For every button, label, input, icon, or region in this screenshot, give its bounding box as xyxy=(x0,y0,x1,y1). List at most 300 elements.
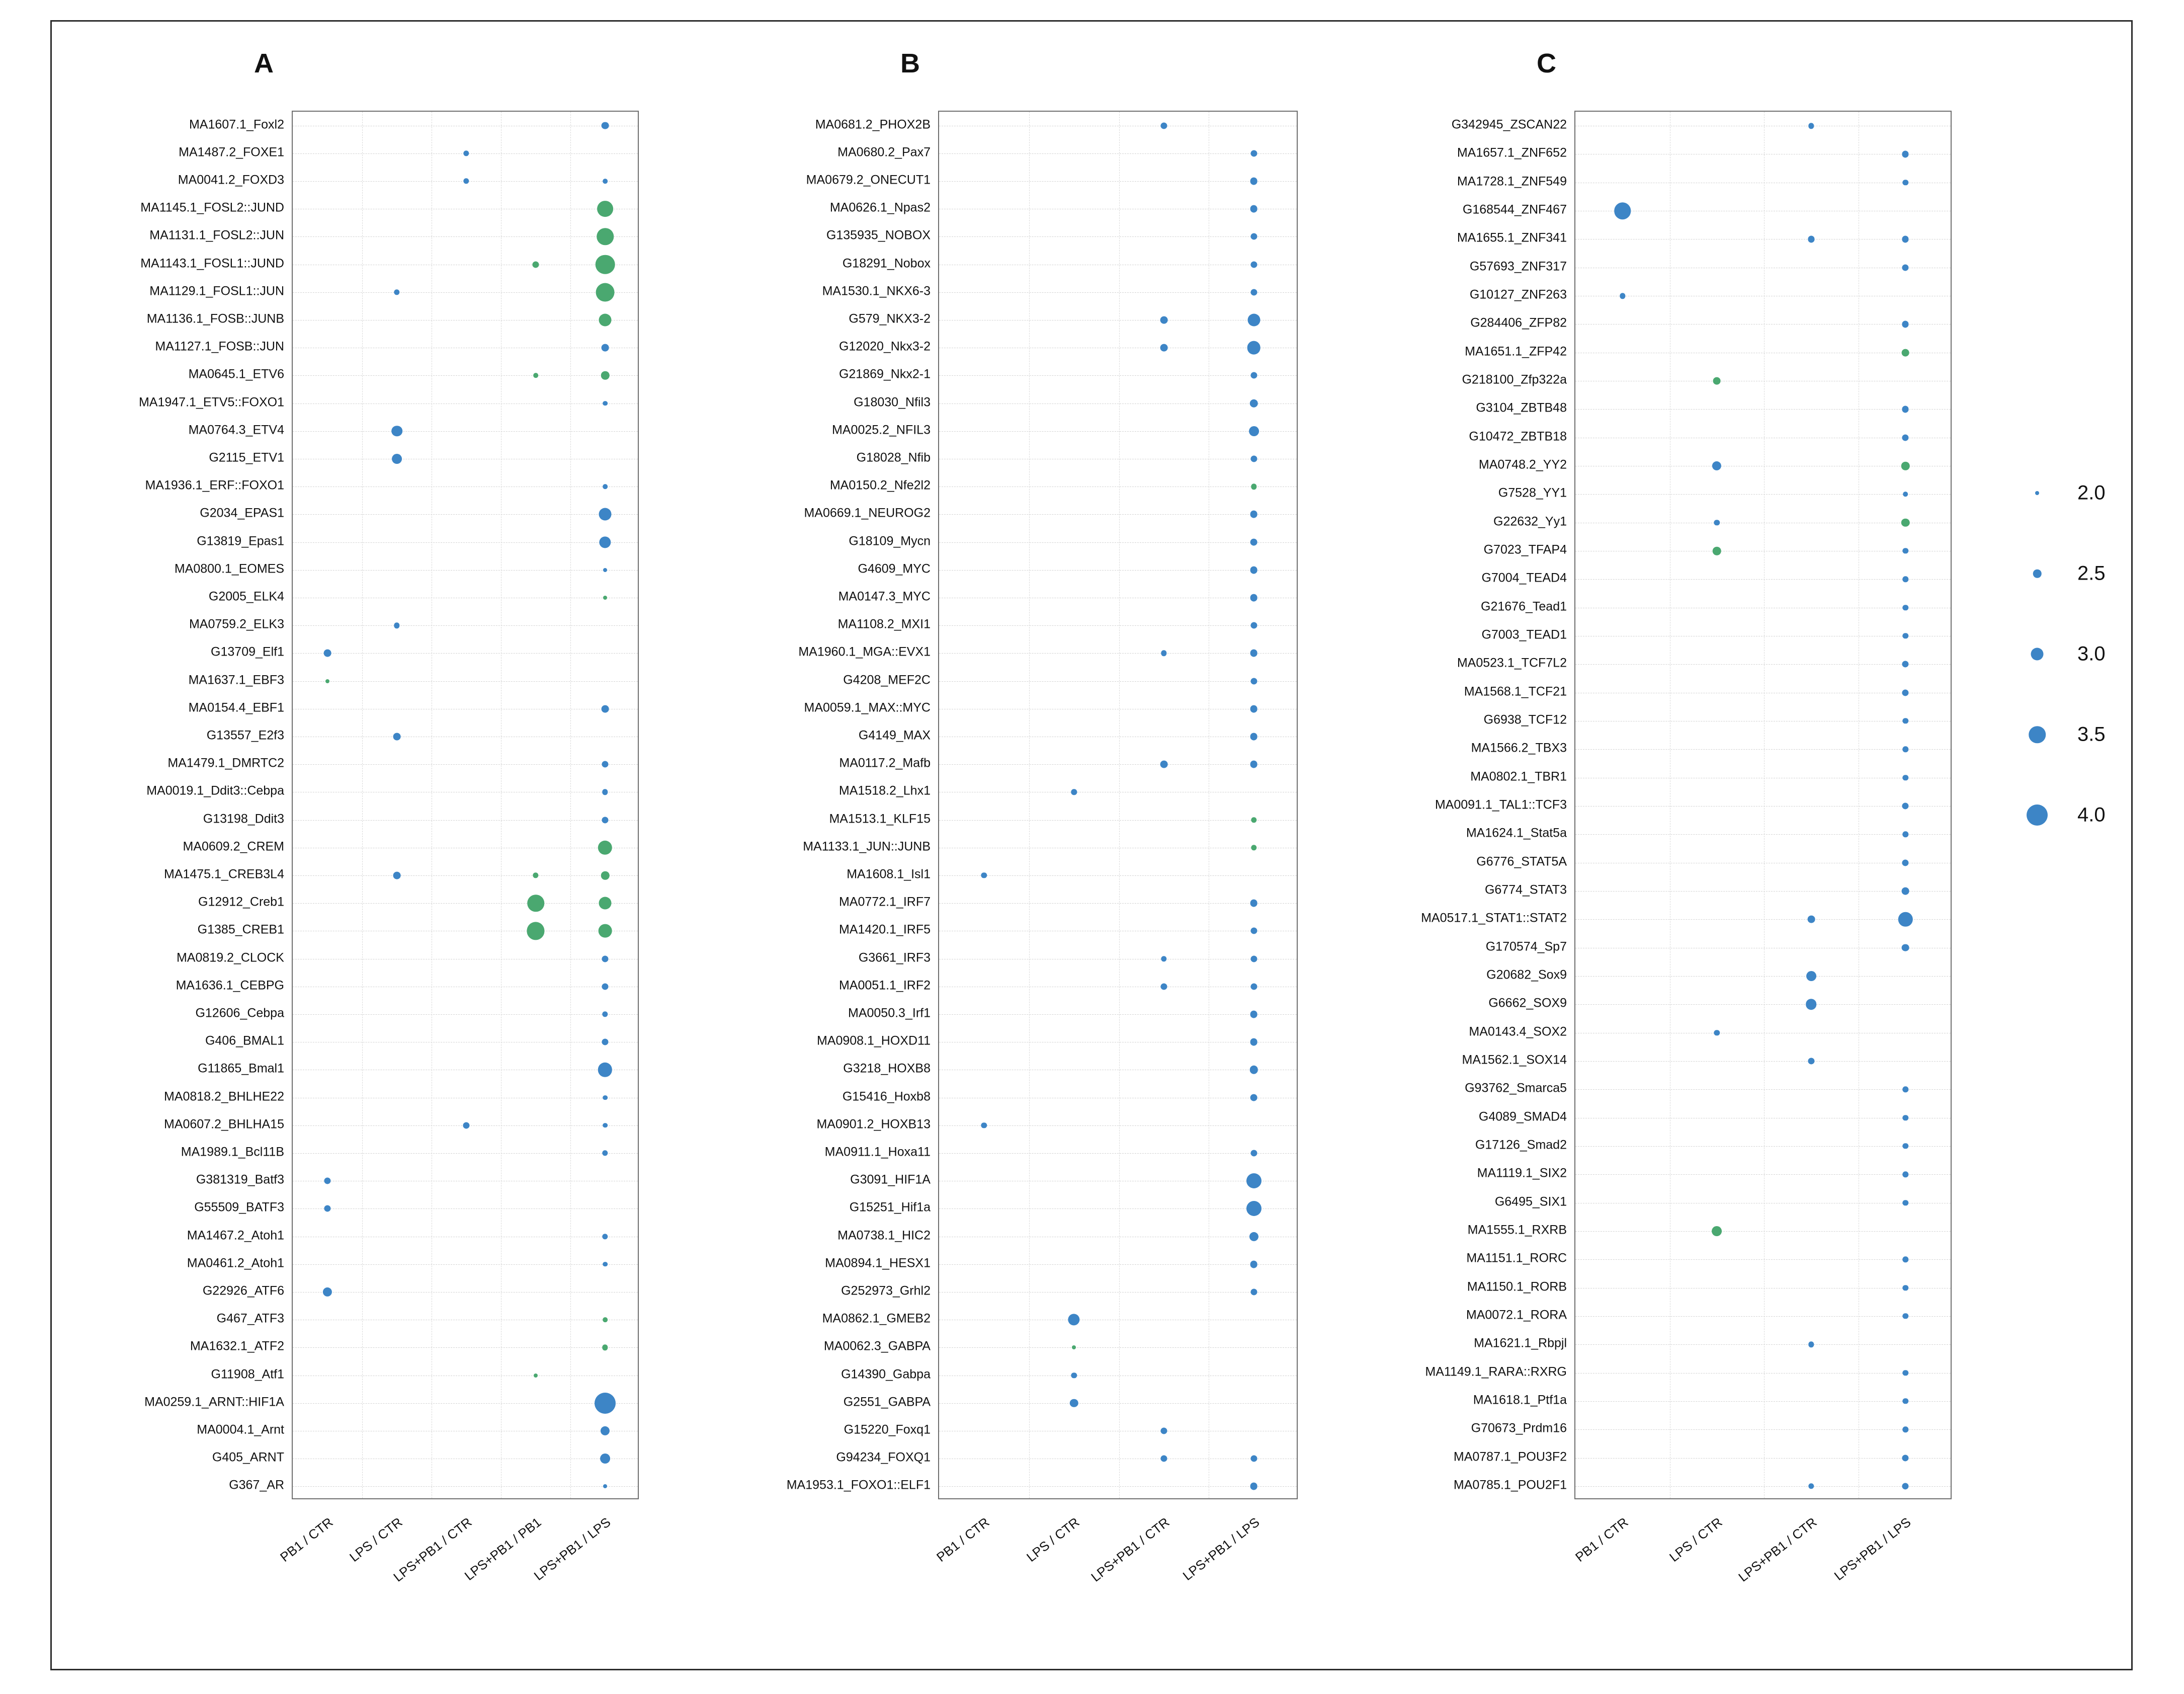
row-label: MA1651.1_ZFP42 xyxy=(1465,344,1567,359)
data-point xyxy=(1902,859,1909,866)
data-point xyxy=(1902,349,1909,356)
data-point xyxy=(1903,832,1908,837)
row-label: MA0626.1_Npas2 xyxy=(829,200,931,215)
grid-line xyxy=(939,375,1297,376)
grid-line xyxy=(1575,1429,1951,1430)
row-label: G18030_Nfil3 xyxy=(854,395,931,410)
grid-line-vertical xyxy=(1764,112,1765,1498)
data-point xyxy=(1712,1226,1722,1236)
data-point xyxy=(981,872,987,878)
row-label: G13709_Elf1 xyxy=(211,644,284,659)
row-label: G12606_Cebpa xyxy=(195,1006,284,1020)
data-point xyxy=(1251,817,1256,823)
data-point xyxy=(598,841,612,855)
row-label: MA1608.1_Isl1 xyxy=(847,867,931,881)
row-label: G6774_STAT3 xyxy=(1484,882,1567,897)
data-point xyxy=(1250,622,1257,629)
data-point xyxy=(1902,434,1909,441)
grid-line xyxy=(1575,834,1951,835)
grid-line xyxy=(939,653,1297,654)
grid-line xyxy=(1575,1146,1951,1147)
data-point xyxy=(601,871,610,880)
row-label: MA1143.1_FOSL1::JUND xyxy=(140,256,284,271)
data-point xyxy=(599,924,612,938)
row-label: G11865_Bmal1 xyxy=(198,1061,284,1076)
plot-area-A xyxy=(292,111,639,1499)
data-point xyxy=(1160,983,1167,990)
row-label: G405_ARNT xyxy=(212,1450,284,1465)
row-label: G13198_Ddit3 xyxy=(203,812,284,826)
grid-line xyxy=(293,375,638,376)
row-label: G57693_ZNF317 xyxy=(1469,259,1567,274)
grid-line xyxy=(939,514,1297,515)
row-label: G14390_Gabpa xyxy=(841,1367,931,1382)
data-point xyxy=(601,1426,610,1435)
data-point xyxy=(1250,178,1257,185)
data-point xyxy=(1903,1426,1908,1432)
data-point xyxy=(1247,314,1260,327)
x-axis-label: LPS / CTR xyxy=(1666,1514,1725,1565)
row-label: G2034_EPAS1 xyxy=(200,506,284,520)
row-label: MA0004.1_Arnt xyxy=(197,1422,284,1437)
row-label: G3091_HIF1A xyxy=(850,1172,931,1187)
grid-line xyxy=(1575,919,1951,920)
grid-line xyxy=(293,820,638,821)
data-point xyxy=(1901,462,1910,470)
row-label: MA1621.1_Rbpjl xyxy=(1474,1336,1567,1350)
grid-line xyxy=(939,181,1297,182)
grid-line xyxy=(939,1292,1297,1293)
row-label: G15251_Hif1a xyxy=(849,1200,931,1215)
plot-area-B xyxy=(938,111,1298,1499)
data-point xyxy=(597,228,614,246)
row-label: MA0147.3_MYC xyxy=(838,589,931,604)
row-label: G21676_Tead1 xyxy=(1481,599,1567,614)
grid-line-vertical xyxy=(362,112,363,1498)
data-point xyxy=(1250,1011,1257,1018)
row-label: MA0050.3_Irf1 xyxy=(848,1006,931,1020)
legend-label: 2.5 xyxy=(2077,562,2106,585)
row-label: G6776_STAT5A xyxy=(1476,854,1567,869)
grid-line xyxy=(293,1264,638,1265)
row-label: MA0748.2_YY2 xyxy=(1478,457,1567,472)
x-axis-label: LPS+PB1 / LPS xyxy=(531,1514,614,1584)
data-point xyxy=(1161,956,1166,961)
data-point xyxy=(1903,1115,1908,1120)
data-point xyxy=(1250,150,1257,156)
row-label: MA0800.1_EOMES xyxy=(174,561,284,576)
grid-line xyxy=(1575,409,1951,410)
data-point xyxy=(1808,1342,1814,1347)
row-label: MA0025.2_NFIL3 xyxy=(832,423,931,437)
data-point xyxy=(602,1150,608,1156)
data-point xyxy=(1712,461,1721,470)
row-label: MA1655.1_ZNF341 xyxy=(1457,230,1567,245)
data-point xyxy=(1247,341,1261,355)
data-point xyxy=(599,536,611,548)
data-point xyxy=(602,705,609,712)
grid-line xyxy=(1575,494,1951,495)
data-point xyxy=(1071,1373,1076,1378)
data-point xyxy=(597,201,613,217)
data-point xyxy=(1903,633,1908,638)
data-point xyxy=(601,371,610,380)
grid-line xyxy=(1575,1401,1951,1402)
row-label: MA1119.1_SIX2 xyxy=(1477,1166,1567,1180)
row-label: MA1513.1_KLF15 xyxy=(829,812,931,826)
grid-line xyxy=(1575,891,1951,892)
row-label: MA1618.1_Ptf1a xyxy=(1473,1393,1567,1407)
grid-line xyxy=(1575,664,1951,665)
data-point xyxy=(1250,705,1257,712)
grid-line xyxy=(293,1403,638,1404)
row-label: G12912_Creb1 xyxy=(198,895,284,909)
data-point xyxy=(1898,912,1912,926)
grid-line xyxy=(939,681,1297,682)
grid-line xyxy=(293,1014,638,1015)
row-label: MA1624.1_Stat5a xyxy=(1466,826,1567,840)
data-point xyxy=(463,1122,469,1128)
row-label: G12020_Nkx3-2 xyxy=(838,339,931,354)
grid-line xyxy=(1575,1231,1951,1232)
row-label: MA0679.2_ONECUT1 xyxy=(806,173,931,187)
row-label: G4609_MYC xyxy=(858,561,931,576)
grid-line xyxy=(293,1153,638,1154)
row-label: G381319_Batf3 xyxy=(196,1172,284,1187)
row-label: MA0908.1_HOXD11 xyxy=(816,1033,931,1048)
row-label: MA0072.1_RORA xyxy=(1466,1308,1567,1322)
grid-line xyxy=(293,1347,638,1348)
row-label: MA0862.1_GMEB2 xyxy=(822,1311,931,1326)
data-point xyxy=(1250,1260,1257,1268)
grid-line xyxy=(293,653,638,654)
row-label: G18028_Nfib xyxy=(856,450,931,465)
data-point xyxy=(603,179,608,184)
data-point xyxy=(1250,1483,1257,1490)
data-point xyxy=(1808,1058,1814,1064)
row-label: MA1989.1_Bcl11B xyxy=(181,1145,284,1159)
row-label: MA0461.2_Atoh1 xyxy=(187,1256,284,1270)
row-label: G135935_NOBOX xyxy=(826,228,931,243)
data-point xyxy=(1250,455,1257,462)
data-point xyxy=(1614,202,1631,219)
data-point xyxy=(1250,566,1257,574)
grid-line xyxy=(939,1264,1297,1265)
row-label: G7003_TEAD1 xyxy=(1481,627,1567,642)
data-point xyxy=(1902,689,1909,696)
grid-line xyxy=(293,903,638,904)
data-point xyxy=(1071,789,1076,795)
data-point xyxy=(602,344,609,352)
data-point xyxy=(1902,236,1909,243)
legend-label: 3.0 xyxy=(2077,642,2106,665)
row-label: MA1947.1_ETV5::FOXO1 xyxy=(138,395,284,410)
row-label: MA1607.1_Foxl2 xyxy=(189,117,284,132)
row-label: G4089_SMAD4 xyxy=(1478,1109,1567,1124)
row-label: MA0523.1_TCF7L2 xyxy=(1457,656,1567,670)
data-point xyxy=(1903,1200,1908,1205)
grid-line xyxy=(293,236,638,237)
row-label: G4208_MEF2C xyxy=(843,673,931,687)
row-label: G94234_FOXQ1 xyxy=(836,1450,931,1465)
row-label: G13819_Epas1 xyxy=(197,534,284,548)
data-point xyxy=(1249,426,1259,436)
data-point xyxy=(1250,261,1257,268)
row-label: MA1936.1_ERF::FOXO1 xyxy=(145,478,284,493)
data-point xyxy=(595,1393,616,1414)
row-label: MA1475.1_CREB3L4 xyxy=(163,867,284,881)
row-label: G3218_HOXB8 xyxy=(843,1061,931,1076)
row-label: MA0019.1_Ddit3::Cebpa xyxy=(146,783,284,798)
row-label: MA1953.1_FOXO1::ELF1 xyxy=(786,1478,931,1492)
grid-line xyxy=(293,875,638,876)
row-label: MA1960.1_MGA::EVX1 xyxy=(798,644,931,659)
row-label: MA1518.2_Lhx1 xyxy=(838,783,931,798)
grid-line xyxy=(939,570,1297,571)
grid-line-vertical xyxy=(1029,112,1030,1498)
row-label: G2115_ETV1 xyxy=(209,450,284,465)
data-point xyxy=(1250,538,1257,546)
row-label: MA0645.1_ETV6 xyxy=(188,367,284,381)
data-point xyxy=(527,922,544,940)
grid-line xyxy=(1575,1486,1951,1487)
x-axis-label: LPS+PB1 / CTR xyxy=(1088,1514,1172,1585)
data-point xyxy=(1902,888,1909,895)
grid-line xyxy=(1575,1316,1951,1317)
data-point xyxy=(1903,577,1908,582)
grid-line xyxy=(939,625,1297,626)
grid-line xyxy=(293,1486,638,1487)
grid-line xyxy=(1575,1344,1951,1345)
row-label: G18291_Nobox xyxy=(842,256,931,271)
x-axis-label: LPS / CTR xyxy=(347,1514,405,1565)
row-label: G6938_TCF12 xyxy=(1483,712,1567,727)
row-label: G467_ATF3 xyxy=(216,1311,284,1326)
data-point xyxy=(1160,1456,1167,1462)
grid-line xyxy=(939,1347,1297,1348)
row-label: MA0143.4_SOX2 xyxy=(1469,1024,1567,1039)
grid-line xyxy=(939,1208,1297,1209)
grid-line xyxy=(939,236,1297,237)
row-label: MA0681.2_PHOX2B xyxy=(815,117,931,132)
plot-area-C xyxy=(1574,111,1952,1499)
row-label: MA0154.4_EBF1 xyxy=(188,700,284,715)
row-label: G15220_Foxq1 xyxy=(844,1422,931,1437)
data-point xyxy=(1902,321,1909,328)
row-label: G252973_Grhl2 xyxy=(841,1283,931,1298)
data-point xyxy=(533,872,538,878)
row-label: G13557_E2f3 xyxy=(206,728,284,743)
data-point xyxy=(1072,1345,1076,1349)
row-label: MA0759.2_ELK3 xyxy=(189,617,284,631)
data-point xyxy=(1250,983,1257,990)
row-label: MA1657.1_ZNF652 xyxy=(1457,145,1567,160)
panel-letter-A: A xyxy=(254,48,274,78)
grid-line xyxy=(1575,324,1951,325)
data-point xyxy=(393,872,401,879)
x-axis-label: LPS+PB1 / LPS xyxy=(1180,1514,1263,1584)
row-label: MA1108.2_MXI1 xyxy=(837,617,931,631)
data-point xyxy=(602,817,608,823)
row-label: G22632_Yy1 xyxy=(1493,514,1567,529)
data-point xyxy=(391,426,402,437)
data-point xyxy=(1250,1094,1257,1101)
data-point xyxy=(1250,761,1257,768)
row-label: MA1127.1_FOSB::JUN xyxy=(155,339,284,354)
row-label: MA0787.1_POU3F2 xyxy=(1453,1449,1567,1464)
grid-line xyxy=(939,542,1297,543)
legend-dot xyxy=(2031,648,2044,661)
data-point xyxy=(1249,1066,1258,1074)
grid-line xyxy=(1575,749,1951,750)
data-point xyxy=(600,1454,610,1464)
data-point xyxy=(602,122,609,129)
data-point xyxy=(1250,205,1257,213)
data-point xyxy=(1250,594,1257,602)
data-point xyxy=(1901,518,1910,527)
data-point xyxy=(1250,1150,1257,1156)
row-label: G1385_CREB1 xyxy=(197,922,284,937)
row-label: MA1637.1_EBF3 xyxy=(188,673,284,687)
legend-label: 2.0 xyxy=(2077,481,2106,504)
data-point xyxy=(1160,761,1167,768)
data-point xyxy=(1250,928,1257,934)
row-label: MA0738.1_HIC2 xyxy=(837,1228,931,1243)
data-point xyxy=(603,1262,608,1267)
data-point xyxy=(1903,605,1908,610)
data-point xyxy=(1806,999,1817,1010)
data-point xyxy=(324,650,331,657)
grid-line xyxy=(1575,1458,1951,1459)
row-label: MA0785.1_POU2F1 xyxy=(1453,1478,1567,1492)
row-label: G10472_ZBTB18 xyxy=(1469,429,1567,444)
row-label: G579_NKX3-2 xyxy=(849,311,931,326)
row-label: G17126_Smad2 xyxy=(1475,1138,1567,1152)
data-point xyxy=(1620,293,1625,298)
data-point xyxy=(603,401,608,406)
data-point xyxy=(1808,236,1814,243)
data-point xyxy=(602,1011,608,1017)
grid-line xyxy=(939,764,1297,765)
row-label: MA0051.1_IRF2 xyxy=(838,978,931,993)
data-point xyxy=(1903,1313,1908,1319)
data-point xyxy=(1250,289,1257,295)
data-point xyxy=(1903,1172,1908,1177)
data-point xyxy=(596,255,615,274)
data-point xyxy=(1903,1257,1908,1262)
row-label: MA0062.3_GABPA xyxy=(823,1339,931,1353)
row-label: MA0259.1_ARNT::HIF1A xyxy=(144,1395,284,1409)
data-point xyxy=(1713,377,1721,385)
data-point xyxy=(1250,511,1257,518)
data-point xyxy=(1902,802,1909,809)
data-point xyxy=(602,1234,608,1239)
row-label: G22926_ATF6 xyxy=(202,1283,284,1298)
data-point xyxy=(602,789,608,795)
grid-line xyxy=(293,570,638,571)
data-point xyxy=(1903,180,1908,185)
data-point xyxy=(603,484,608,489)
x-axis-label: LPS+PB1 / PB1 xyxy=(461,1514,544,1584)
data-point xyxy=(1161,651,1166,656)
data-point xyxy=(603,1317,608,1322)
row-label: MA1566.2_TBX3 xyxy=(1471,741,1567,755)
data-point xyxy=(527,895,544,912)
grid-line xyxy=(939,292,1297,293)
data-point xyxy=(1903,775,1908,780)
grid-line xyxy=(293,542,638,543)
grid-line xyxy=(293,1208,638,1209)
row-label: MA1420.1_IRF5 xyxy=(838,922,931,937)
x-axis-label: LPS / CTR xyxy=(1024,1514,1082,1565)
row-label: MA0117.2_Mafb xyxy=(839,756,931,770)
data-point xyxy=(532,261,539,268)
row-label: MA1149.1_RARA::RXRG xyxy=(1425,1364,1567,1379)
row-label: MA1133.1_JUN::JUNB xyxy=(803,839,931,854)
data-point xyxy=(324,1205,330,1212)
data-point xyxy=(1902,1455,1909,1461)
row-label: MA1151.1_RORC xyxy=(1466,1251,1567,1265)
grid-line xyxy=(1575,976,1951,977)
row-label: G2005_ELK4 xyxy=(208,589,284,604)
row-label: G406_BMAL1 xyxy=(205,1033,284,1048)
data-point xyxy=(533,373,538,378)
row-label: G21869_Nkx2-1 xyxy=(838,367,931,381)
row-label: MA1632.1_ATF2 xyxy=(190,1339,284,1353)
row-label: G168544_ZNF467 xyxy=(1462,202,1567,217)
data-point xyxy=(1903,1370,1908,1376)
data-point xyxy=(1714,1030,1720,1035)
row-label: G11908_Atf1 xyxy=(211,1367,284,1382)
data-point xyxy=(392,454,402,464)
row-label: MA0819.2_CLOCK xyxy=(176,950,284,965)
grid-line xyxy=(1575,1259,1951,1260)
row-label: G367_AR xyxy=(229,1478,284,1492)
data-point xyxy=(603,568,607,572)
data-point xyxy=(603,1095,608,1100)
grid-line xyxy=(939,1486,1297,1487)
legend-dot xyxy=(2027,804,2048,826)
data-point xyxy=(1714,520,1720,525)
grid-line xyxy=(1575,1004,1951,1005)
grid-line xyxy=(939,903,1297,904)
x-axis-label: PB1 / CTR xyxy=(277,1514,336,1565)
row-label: G70673_Prdm16 xyxy=(1471,1421,1567,1435)
grid-line xyxy=(1575,1061,1951,1062)
row-label: G15416_Hoxb8 xyxy=(842,1089,931,1104)
data-point xyxy=(602,955,608,962)
grid-line xyxy=(939,1014,1297,1015)
size-legend xyxy=(2007,0,2168,1694)
grid-line xyxy=(939,1125,1297,1126)
row-label: G342945_ZSCAN22 xyxy=(1451,117,1567,132)
row-label: G218100_Zfp322a xyxy=(1462,372,1567,387)
data-point xyxy=(602,1345,608,1350)
row-label: MA0609.2_CREM xyxy=(183,839,284,854)
row-label: G6662_SOX9 xyxy=(1488,996,1567,1010)
data-point xyxy=(1808,123,1814,128)
x-axis-label: PB1 / CTR xyxy=(1572,1514,1631,1565)
grid-line-vertical xyxy=(570,112,571,1498)
row-label: G93762_Smarca5 xyxy=(1465,1081,1567,1095)
data-point xyxy=(1250,900,1257,907)
row-label: MA1728.1_ZNF549 xyxy=(1457,174,1567,189)
data-point xyxy=(602,1039,608,1045)
x-axis-label: PB1 / CTR xyxy=(934,1514,992,1565)
row-label: MA0091.1_TAL1::TCF3 xyxy=(1435,797,1567,812)
row-label: MA0680.2_Pax7 xyxy=(837,145,931,159)
data-point xyxy=(1250,678,1257,684)
